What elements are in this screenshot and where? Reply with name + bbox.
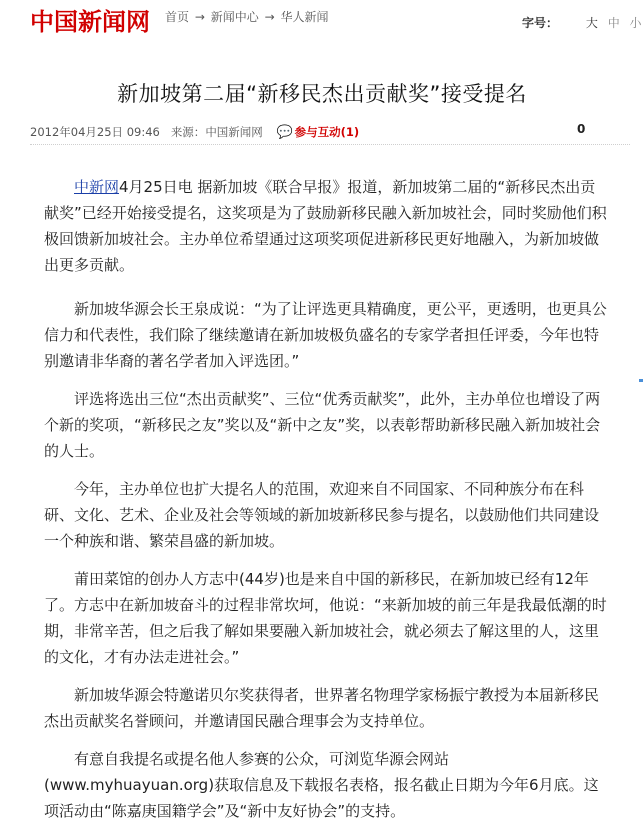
interact-link[interactable]: 参与互动(1)	[294, 125, 360, 139]
article-paragraph: 莆田菜馆的创办人方志中(44岁)也是来自中国的新移民，在新加坡已经有12年了。方志中在新加坡奋斗的过程非常坎坷，他说：“来新加坡的前三年是我最低潮的时期，非常辛苦，但之后我了解如果要融入新加坡社会，就必须去了解这里的人，这里的文化，才有办法走进社会。”	[44, 570, 607, 666]
source-link[interactable]: 中国新闻网	[205, 125, 263, 139]
font-size-label: 字号：	[522, 16, 559, 30]
source-label: 来源：	[170, 125, 206, 139]
breadcrumb	[165, 8, 328, 25]
top-bar	[0, 0, 644, 38]
divider	[30, 144, 630, 145]
font-size-small[interactable]: 小	[629, 16, 642, 30]
font-size-medium[interactable]: 中	[607, 16, 620, 30]
lead-source-link[interactable]: 中新网	[74, 178, 120, 196]
side-scroll-marker[interactable]	[639, 379, 643, 382]
article-paragraph: 有意自我提名或提名他人参赛的公众，可浏览华源会网站(www.myhuayuan.org)获取信息及下载报名表格，报名截止日期为今年6月底。这项活动由“陈嘉庚国籍学会”及“新中友好协会”的支持。	[44, 750, 599, 820]
breadcrumb-arrow-icon: →	[194, 10, 205, 24]
article-paragraph: 今年，主办单位也扩大提名人的范围，欢迎来自不同国家、不同种族分布在科研、文化、艺术、企业及社会等领域的新加坡新移民参与提名，以鼓励他们共同建设一个种族和谐、繁荣昌盛的新加坡。	[44, 480, 600, 550]
share-count: 0	[577, 122, 586, 136]
breadcrumb-news-center[interactable]: 新闻中心	[210, 10, 259, 24]
comment-bubble-icon: 💬	[276, 125, 293, 140]
article-paragraph: 评选将选出三位“杰出贡献奖”、三位“优秀贡献奖”，此外，主办单位也增设了两个新的奖项，“新移民之友”奖以及“新中之友”奖，以表彰帮助新移民融入新加坡社会的人士。	[44, 390, 601, 460]
breadcrumb-home[interactable]: 首页	[165, 10, 190, 24]
article-paragraph: 新加坡华源会长王泉成说：“为了让评选更具精确度，更公平，更透明，也更具公信力和代表性，我们除了继续邀请在新加坡极负盛名的专家学者担任评委，今年也特别邀请非华裔的著名学者加入评选团。”	[44, 300, 607, 370]
font-size-control	[522, 14, 642, 31]
article-paragraph: 新加坡华源会特邀诺贝尔奖获得者，世界著名物理学家杨振宁教授为本届新移民杰出贡献奖名誉顾问，并邀请国民融合理事会为支持单位。	[44, 686, 600, 730]
breadcrumb-arrow-icon: →	[264, 10, 275, 24]
article-paragraph: 中新网4月25日电 据新加坡《联合早报》报道，新加坡第二届的“新移民杰出贡献奖”已经开始接受提名，这奖项是为了鼓励新移民融入新加坡社会，同时奖励他们积极回馈新加坡社会。主办单位希望通过这项奖项促进新移民更好地融入，为新加坡做出更多贡献。	[44, 178, 607, 274]
article-body	[44, 174, 608, 836]
site-logo[interactable]: 中国新闻网	[30, 7, 150, 36]
font-size-large[interactable]: 大	[585, 16, 598, 30]
breadcrumb-chinese-news[interactable]: 华人新闻	[280, 10, 329, 24]
article-title: 新加坡第二届“新移民杰出贡献奖”接受提名	[117, 82, 527, 106]
publish-date: 2012年04月25日 09:46	[30, 125, 160, 139]
article-meta	[30, 124, 359, 140]
